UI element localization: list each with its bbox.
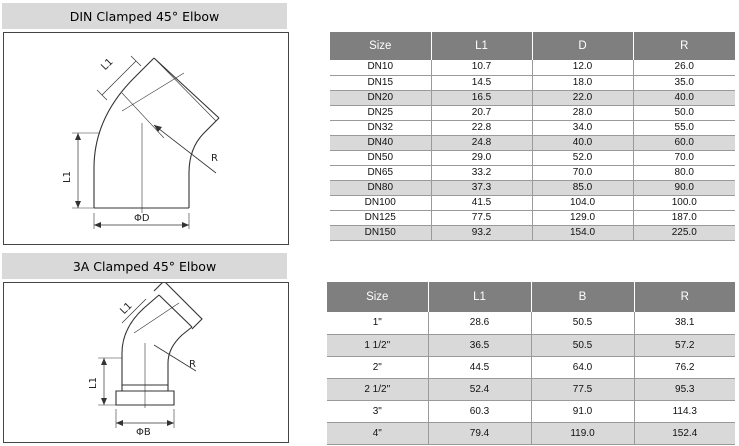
a3-header-row [327, 282, 735, 312]
table-cell: 28.0 [532, 105, 633, 120]
table-cell: DN150 [330, 225, 431, 240]
table-cell: 152.4 [634, 422, 735, 444]
table-cell: 85.0 [532, 180, 633, 195]
table-cell: 52.0 [532, 150, 633, 165]
table-cell: DN15 [330, 75, 431, 90]
din-elbow-svg [4, 33, 290, 246]
table-row [330, 120, 735, 135]
a3-b-label: ΦB [136, 427, 151, 438]
din-elbow-drawing [3, 32, 289, 245]
a3-l1-top-label: L1 [118, 300, 135, 317]
table-cell: 77.5 [531, 378, 634, 400]
a3-table-body [327, 312, 735, 444]
table-cell: 35.0 [633, 75, 735, 90]
table-cell: 29.0 [431, 150, 532, 165]
table-cell: 40.0 [633, 90, 735, 105]
table-cell: DN40 [330, 135, 431, 150]
table-cell: 119.0 [531, 422, 634, 444]
table-cell: 76.2 [634, 356, 735, 378]
table-row [330, 210, 735, 225]
table-row [330, 180, 735, 195]
table-cell: DN10 [330, 60, 431, 75]
table-cell: 20.7 [431, 105, 532, 120]
a3-section-title: 3A Clamped 45° Elbow [2, 253, 287, 279]
table-cell: 79.4 [428, 422, 531, 444]
a3-elbow-svg [4, 283, 290, 444]
table-cell: 70.0 [532, 165, 633, 180]
table-cell: 26.0 [633, 60, 735, 75]
table-row [330, 60, 735, 75]
table-cell: 93.2 [431, 225, 532, 240]
table-cell: 33.2 [431, 165, 532, 180]
table-row [327, 312, 735, 334]
table-cell: 70.0 [633, 150, 735, 165]
table-row [327, 378, 735, 400]
table-row [330, 165, 735, 180]
din-spec-table [330, 32, 735, 241]
table-cell: 22.8 [431, 120, 532, 135]
table-cell: DN100 [330, 195, 431, 210]
table-cell: 55.0 [633, 120, 735, 135]
table-cell: 3" [327, 400, 428, 422]
table-row [330, 105, 735, 120]
a3-header-r: R [634, 282, 735, 312]
table-row [330, 75, 735, 90]
table-cell: 104.0 [532, 195, 633, 210]
din-l1-side-label: L1 [62, 171, 73, 183]
table-cell: 95.3 [634, 378, 735, 400]
table-cell: 41.5 [431, 195, 532, 210]
table-cell: 37.3 [431, 180, 532, 195]
table-row [330, 150, 735, 165]
table-cell: 57.2 [634, 334, 735, 356]
a3-header-size: Size [327, 282, 428, 312]
a3-header-l1: L1 [428, 282, 531, 312]
table-cell: 40.0 [532, 135, 633, 150]
table-cell: 114.3 [634, 400, 735, 422]
table-cell: 91.0 [531, 400, 634, 422]
table-cell: 2 1/2" [327, 378, 428, 400]
table-cell: DN20 [330, 90, 431, 105]
table-cell: 24.8 [431, 135, 532, 150]
table-row [330, 225, 735, 240]
din-header-d: D [532, 32, 633, 60]
table-cell: 16.5 [431, 90, 532, 105]
table-row [327, 356, 735, 378]
table-cell: 100.0 [633, 195, 735, 210]
table-cell: DN80 [330, 180, 431, 195]
table-cell: DN125 [330, 210, 431, 225]
a3-l1-side-label: L1 [88, 377, 99, 389]
table-cell: 90.0 [633, 180, 735, 195]
a3-elbow-drawing [3, 282, 289, 443]
din-header-r: R [633, 32, 735, 60]
table-cell: 64.0 [531, 356, 634, 378]
din-l1-top-label: L1 [99, 56, 116, 73]
table-row [327, 400, 735, 422]
table-cell: 28.6 [428, 312, 531, 334]
din-section-title: DIN Clamped 45° Elbow [2, 3, 287, 29]
table-cell: 80.0 [633, 165, 735, 180]
table-cell: 1" [327, 312, 428, 334]
table-cell: 50.5 [531, 312, 634, 334]
table-row [330, 135, 735, 150]
table-cell: 10.7 [431, 60, 532, 75]
table-cell: 187.0 [633, 210, 735, 225]
table-cell: DN50 [330, 150, 431, 165]
table-row [327, 422, 735, 444]
table-cell: 60.0 [633, 135, 735, 150]
table-cell: DN25 [330, 105, 431, 120]
table-row [330, 195, 735, 210]
table-cell: 36.5 [428, 334, 531, 356]
table-cell: 18.0 [532, 75, 633, 90]
a3-spec-table [327, 282, 735, 445]
table-cell: 77.5 [431, 210, 532, 225]
table-cell: 2" [327, 356, 428, 378]
table-cell: 38.1 [634, 312, 735, 334]
table-cell: 34.0 [532, 120, 633, 135]
a3-r-label: R [189, 359, 196, 370]
table-cell: 154.0 [532, 225, 633, 240]
table-row [327, 334, 735, 356]
table-cell: DN65 [330, 165, 431, 180]
din-header-size: Size [330, 32, 431, 60]
table-cell: 22.0 [532, 90, 633, 105]
din-r-label: R [211, 153, 218, 164]
table-row [330, 90, 735, 105]
table-cell: 14.5 [431, 75, 532, 90]
table-cell: DN32 [330, 120, 431, 135]
table-cell: 225.0 [633, 225, 735, 240]
table-cell: 52.4 [428, 378, 531, 400]
table-cell: 12.0 [532, 60, 633, 75]
table-cell: 44.5 [428, 356, 531, 378]
table-cell: 1 1/2" [327, 334, 428, 356]
din-header-l1: L1 [431, 32, 532, 60]
a3-header-b: B [531, 282, 634, 312]
table-cell: 60.3 [428, 400, 531, 422]
table-cell: 50.0 [633, 105, 735, 120]
table-cell: 4" [327, 422, 428, 444]
din-table-body [330, 60, 735, 240]
table-cell: 50.5 [531, 334, 634, 356]
table-cell: 129.0 [532, 210, 633, 225]
din-d-label: ΦD [134, 213, 150, 224]
din-header-row [330, 32, 735, 60]
